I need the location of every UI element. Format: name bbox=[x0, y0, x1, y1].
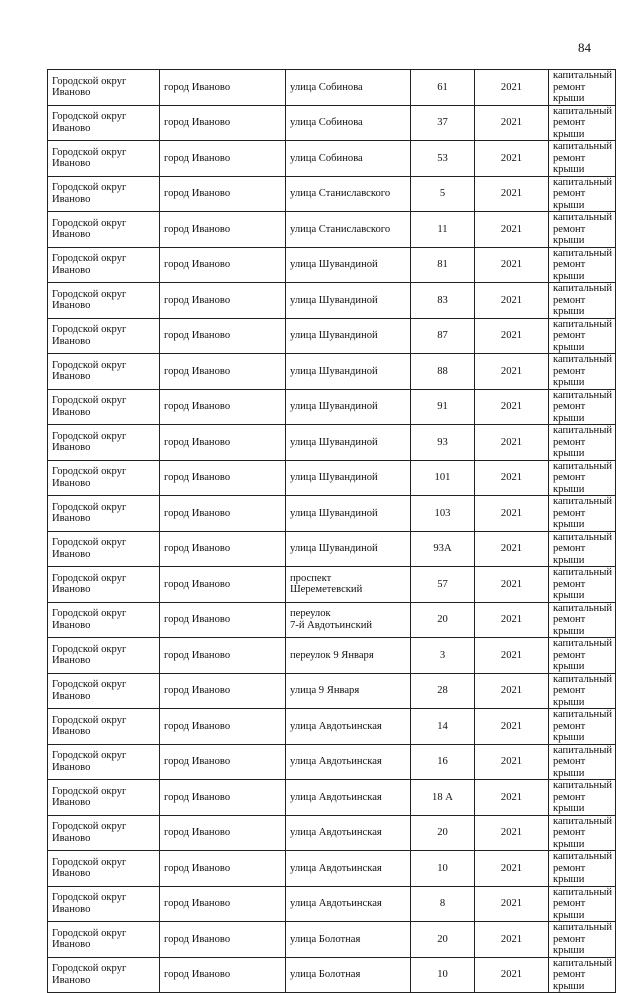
cell-street: улица Болотная bbox=[286, 922, 411, 958]
cell-work-type: капитальный ремонт крыши bbox=[549, 957, 616, 993]
table-row bbox=[48, 496, 616, 532]
cell-house-number: 28 bbox=[411, 673, 475, 709]
table-row bbox=[48, 602, 616, 638]
cell-house-number: 87 bbox=[411, 318, 475, 354]
cell-locality: город Иваново bbox=[160, 567, 286, 603]
cell-locality: город Иваново bbox=[160, 851, 286, 887]
cell-year: 2021 bbox=[475, 460, 549, 496]
cell-work-type: капитальный ремонт крыши bbox=[549, 531, 616, 567]
cell-work-type: капитальный ремонт крыши bbox=[549, 709, 616, 745]
cell-locality: город Иваново bbox=[160, 815, 286, 851]
cell-locality: город Иваново bbox=[160, 531, 286, 567]
table-body bbox=[48, 70, 616, 993]
cell-locality: город Иваново bbox=[160, 922, 286, 958]
table-row bbox=[48, 176, 616, 212]
cell-year: 2021 bbox=[475, 957, 549, 993]
table-row bbox=[48, 922, 616, 958]
table-row bbox=[48, 283, 616, 319]
cell-municipal-district: Городской округ Иваново bbox=[48, 851, 160, 887]
cell-street: улица Шувандиной bbox=[286, 531, 411, 567]
table-row bbox=[48, 957, 616, 993]
cell-year: 2021 bbox=[475, 318, 549, 354]
cell-locality: город Иваново bbox=[160, 105, 286, 141]
cell-municipal-district: Городской округ Иваново bbox=[48, 602, 160, 638]
cell-house-number: 93 bbox=[411, 425, 475, 461]
cell-municipal-district: Городской округ Иваново bbox=[48, 886, 160, 922]
cell-year: 2021 bbox=[475, 780, 549, 816]
cell-street: улица Авдотьинская bbox=[286, 851, 411, 887]
table-row bbox=[48, 141, 616, 177]
cell-locality: город Иваново bbox=[160, 176, 286, 212]
cell-work-type: капитальный ремонт крыши bbox=[549, 851, 616, 887]
cell-year: 2021 bbox=[475, 744, 549, 780]
cell-street: улица Шувандиной bbox=[286, 283, 411, 319]
cell-locality: город Иваново bbox=[160, 247, 286, 283]
cell-year: 2021 bbox=[475, 354, 549, 390]
cell-street: улица Собинова bbox=[286, 105, 411, 141]
cell-municipal-district: Городской округ Иваново bbox=[48, 744, 160, 780]
cell-street: улица Шувандиной bbox=[286, 496, 411, 532]
cell-year: 2021 bbox=[475, 212, 549, 248]
cell-municipal-district: Городской округ Иваново bbox=[48, 141, 160, 177]
cell-locality: город Иваново bbox=[160, 354, 286, 390]
cell-locality: город Иваново bbox=[160, 141, 286, 177]
cell-locality: город Иваново bbox=[160, 709, 286, 745]
cell-work-type: капитальный ремонт крыши bbox=[549, 815, 616, 851]
cell-municipal-district: Городской округ Иваново bbox=[48, 425, 160, 461]
cell-street: улица Станиславского bbox=[286, 176, 411, 212]
table-row bbox=[48, 460, 616, 496]
cell-locality: город Иваново bbox=[160, 780, 286, 816]
table-row bbox=[48, 638, 616, 674]
cell-work-type: капитальный ремонт крыши bbox=[549, 389, 616, 425]
cell-municipal-district: Городской округ Иваново bbox=[48, 496, 160, 532]
cell-house-number: 81 bbox=[411, 247, 475, 283]
cell-municipal-district: Городской округ Иваново bbox=[48, 354, 160, 390]
cell-locality: город Иваново bbox=[160, 318, 286, 354]
cell-municipal-district: Городской округ Иваново bbox=[48, 638, 160, 674]
table-row bbox=[48, 567, 616, 603]
table-row bbox=[48, 673, 616, 709]
repair-register-table bbox=[47, 69, 616, 993]
cell-year: 2021 bbox=[475, 815, 549, 851]
cell-house-number: 37 bbox=[411, 105, 475, 141]
cell-house-number: 101 bbox=[411, 460, 475, 496]
table-row bbox=[48, 318, 616, 354]
cell-work-type: капитальный ремонт крыши bbox=[549, 567, 616, 603]
cell-locality: город Иваново bbox=[160, 673, 286, 709]
cell-year: 2021 bbox=[475, 247, 549, 283]
cell-house-number: 20 bbox=[411, 602, 475, 638]
cell-house-number: 53 bbox=[411, 141, 475, 177]
cell-house-number: 83 bbox=[411, 283, 475, 319]
cell-municipal-district: Городской округ Иваново bbox=[48, 709, 160, 745]
cell-street: проспект Шереметевский bbox=[286, 567, 411, 603]
cell-locality: город Иваново bbox=[160, 425, 286, 461]
cell-house-number: 10 bbox=[411, 851, 475, 887]
cell-year: 2021 bbox=[475, 70, 549, 106]
cell-house-number: 16 bbox=[411, 744, 475, 780]
cell-house-number: 3 bbox=[411, 638, 475, 674]
cell-year: 2021 bbox=[475, 922, 549, 958]
cell-locality: город Иваново bbox=[160, 283, 286, 319]
cell-year: 2021 bbox=[475, 176, 549, 212]
cell-street: улица Шувандиной bbox=[286, 389, 411, 425]
cell-municipal-district: Городской округ Иваново bbox=[48, 780, 160, 816]
table-row bbox=[48, 389, 616, 425]
cell-municipal-district: Городской округ Иваново bbox=[48, 460, 160, 496]
cell-locality: город Иваново bbox=[160, 70, 286, 106]
cell-year: 2021 bbox=[475, 531, 549, 567]
cell-work-type: капитальный ремонт крыши bbox=[549, 212, 616, 248]
table-row bbox=[48, 247, 616, 283]
cell-locality: город Иваново bbox=[160, 389, 286, 425]
cell-year: 2021 bbox=[475, 851, 549, 887]
table-row bbox=[48, 425, 616, 461]
cell-house-number: 93А bbox=[411, 531, 475, 567]
cell-work-type: капитальный ремонт крыши bbox=[549, 886, 616, 922]
cell-street: переулок 7-й Авдотьинский bbox=[286, 602, 411, 638]
cell-work-type: капитальный ремонт крыши bbox=[549, 176, 616, 212]
cell-house-number: 57 bbox=[411, 567, 475, 603]
table-row bbox=[48, 105, 616, 141]
cell-year: 2021 bbox=[475, 105, 549, 141]
cell-locality: город Иваново bbox=[160, 957, 286, 993]
cell-municipal-district: Городской округ Иваново bbox=[48, 673, 160, 709]
cell-municipal-district: Городской округ Иваново bbox=[48, 318, 160, 354]
cell-house-number: 11 bbox=[411, 212, 475, 248]
cell-municipal-district: Городской округ Иваново bbox=[48, 176, 160, 212]
cell-street: улица Станиславского bbox=[286, 212, 411, 248]
cell-year: 2021 bbox=[475, 709, 549, 745]
cell-year: 2021 bbox=[475, 886, 549, 922]
cell-street: улица Шувандиной bbox=[286, 425, 411, 461]
cell-locality: город Иваново bbox=[160, 212, 286, 248]
cell-street: улица Авдотьинская bbox=[286, 709, 411, 745]
cell-locality: город Иваново bbox=[160, 886, 286, 922]
cell-street: переулок 9 Января bbox=[286, 638, 411, 674]
cell-street: улица Авдотьинская bbox=[286, 780, 411, 816]
table-row bbox=[48, 815, 616, 851]
cell-locality: город Иваново bbox=[160, 460, 286, 496]
cell-street: улица Авдотьинская bbox=[286, 744, 411, 780]
cell-year: 2021 bbox=[475, 602, 549, 638]
cell-work-type: капитальный ремонт крыши bbox=[549, 922, 616, 958]
cell-work-type: капитальный ремонт крыши bbox=[549, 425, 616, 461]
cell-work-type: капитальный ремонт крыши bbox=[549, 673, 616, 709]
cell-work-type: капитальный ремонт крыши bbox=[549, 105, 616, 141]
cell-municipal-district: Городской округ Иваново bbox=[48, 105, 160, 141]
cell-street: улица Собинова bbox=[286, 70, 411, 106]
cell-municipal-district: Городской округ Иваново bbox=[48, 283, 160, 319]
cell-year: 2021 bbox=[475, 389, 549, 425]
cell-street: улица Авдотьинская bbox=[286, 886, 411, 922]
cell-year: 2021 bbox=[475, 141, 549, 177]
cell-work-type: капитальный ремонт крыши bbox=[549, 247, 616, 283]
table-row bbox=[48, 531, 616, 567]
cell-street: улица Шувандиной bbox=[286, 247, 411, 283]
table-row bbox=[48, 744, 616, 780]
table-row bbox=[48, 70, 616, 106]
page-number: 84 bbox=[578, 40, 591, 55]
cell-municipal-district: Городской округ Иваново bbox=[48, 70, 160, 106]
cell-house-number: 20 bbox=[411, 922, 475, 958]
cell-house-number: 18 А bbox=[411, 780, 475, 816]
cell-work-type: капитальный ремонт крыши bbox=[549, 602, 616, 638]
cell-street: улица Авдотьинская bbox=[286, 815, 411, 851]
cell-municipal-district: Городской округ Иваново bbox=[48, 922, 160, 958]
cell-street: улица Собинова bbox=[286, 141, 411, 177]
cell-house-number: 103 bbox=[411, 496, 475, 532]
cell-municipal-district: Городской округ Иваново bbox=[48, 957, 160, 993]
cell-work-type: капитальный ремонт крыши bbox=[549, 141, 616, 177]
cell-house-number: 91 bbox=[411, 389, 475, 425]
cell-work-type: капитальный ремонт крыши bbox=[549, 638, 616, 674]
cell-street: улица 9 Января bbox=[286, 673, 411, 709]
cell-year: 2021 bbox=[475, 496, 549, 532]
cell-municipal-district: Городской округ Иваново bbox=[48, 247, 160, 283]
table-row bbox=[48, 886, 616, 922]
cell-work-type: капитальный ремонт крыши bbox=[549, 283, 616, 319]
table-row bbox=[48, 851, 616, 887]
cell-street: улица Болотная bbox=[286, 957, 411, 993]
cell-street: улица Шувандиной bbox=[286, 460, 411, 496]
cell-house-number: 14 bbox=[411, 709, 475, 745]
cell-municipal-district: Городской округ Иваново bbox=[48, 567, 160, 603]
cell-municipal-district: Городской округ Иваново bbox=[48, 212, 160, 248]
cell-street: улица Шувандиной bbox=[286, 318, 411, 354]
cell-house-number: 5 bbox=[411, 176, 475, 212]
table-row bbox=[48, 780, 616, 816]
cell-house-number: 88 bbox=[411, 354, 475, 390]
cell-work-type: капитальный ремонт крыши bbox=[549, 744, 616, 780]
table-row bbox=[48, 212, 616, 248]
cell-year: 2021 bbox=[475, 425, 549, 461]
cell-house-number: 8 bbox=[411, 886, 475, 922]
cell-locality: город Иваново bbox=[160, 496, 286, 532]
cell-street: улица Шувандиной bbox=[286, 354, 411, 390]
cell-work-type: капитальный ремонт крыши bbox=[549, 460, 616, 496]
cell-municipal-district: Городской округ Иваново bbox=[48, 815, 160, 851]
cell-work-type: капитальный ремонт крыши bbox=[549, 354, 616, 390]
cell-municipal-district: Городской округ Иваново bbox=[48, 389, 160, 425]
cell-locality: город Иваново bbox=[160, 638, 286, 674]
cell-work-type: капитальный ремонт крыши bbox=[549, 780, 616, 816]
cell-work-type: капитальный ремонт крыши bbox=[549, 496, 616, 532]
cell-year: 2021 bbox=[475, 638, 549, 674]
cell-work-type: капитальный ремонт крыши bbox=[549, 70, 616, 106]
cell-work-type: капитальный ремонт крыши bbox=[549, 318, 616, 354]
cell-year: 2021 bbox=[475, 567, 549, 603]
cell-house-number: 10 bbox=[411, 957, 475, 993]
cell-locality: город Иваново bbox=[160, 602, 286, 638]
cell-year: 2021 bbox=[475, 283, 549, 319]
table-row bbox=[48, 709, 616, 745]
cell-house-number: 20 bbox=[411, 815, 475, 851]
cell-municipal-district: Городской округ Иваново bbox=[48, 531, 160, 567]
cell-year: 2021 bbox=[475, 673, 549, 709]
cell-house-number: 61 bbox=[411, 70, 475, 106]
table-row bbox=[48, 354, 616, 390]
cell-locality: город Иваново bbox=[160, 744, 286, 780]
